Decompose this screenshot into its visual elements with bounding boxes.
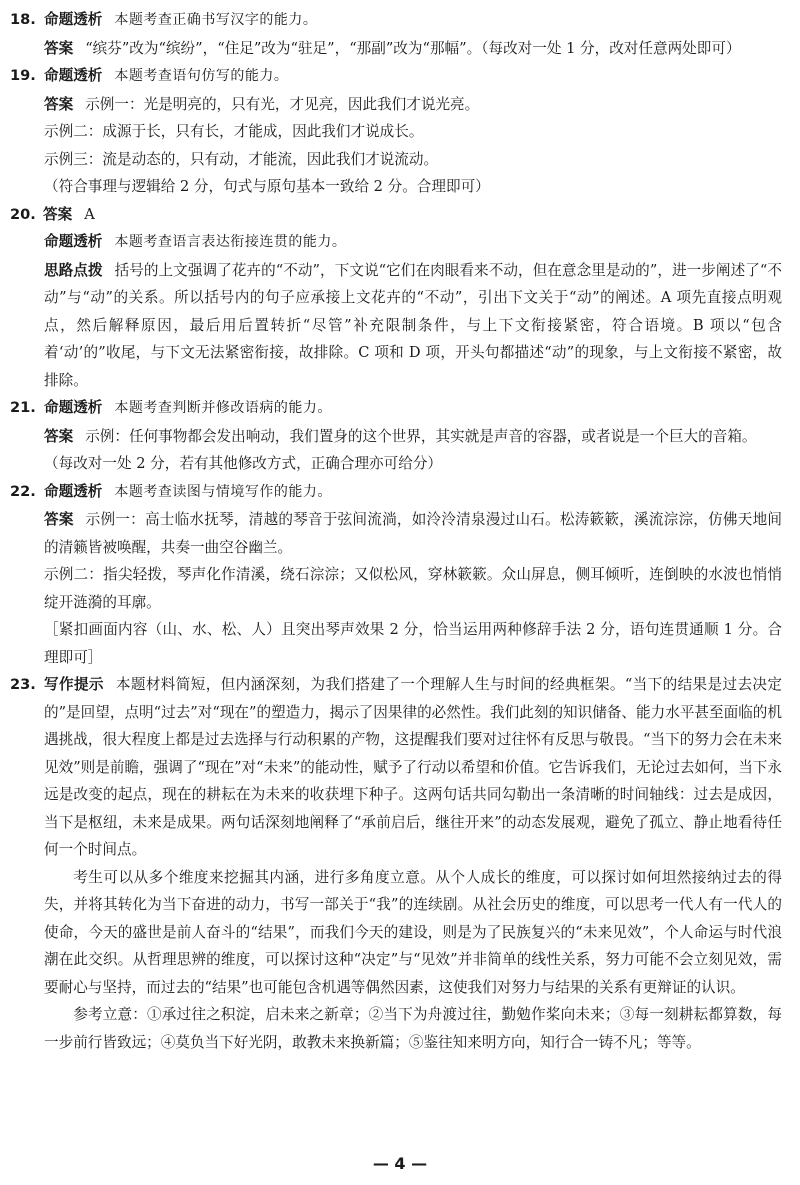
question-number: 21. <box>10 399 36 416</box>
writing-tips-paragraph-3: 参考立意：①承过往之积淀，启未来之新章；②当下为舟渡过往，勤勉作桨向未来；③每一刻耕耘都算数，每一步前行皆致远；④莫负当下好光阴，敢教未来换新篇；⑤鉴往知来明方向，知行合一铸不凡；等等。 <box>44 1006 782 1051</box>
paragraph-1-text: 本题材料简短，但内涵深刻，为我们搭建了一个理解人生与时间的经典框架。“当下的结果是过去决定的”是回望，点明“过去”对“现在”的塑造力，揭示了因果律的必然性。我们此刻的知识储备、能力水平甚至面临的机遇挑战，很大程度上都是过去选择与行动积累的产物，这提醒我们要对过往怀有反思与敬畏。“当下的努力会在未来见效”则是前瞻，强调了“现在”对“未来”的能动性，赋予了行动以希望和价值。它告诉我们，无论过去如何，当下永远是改变的起点，现在的耕耘在为未来的收获埋下种子。这两句话共同勾勒出一条清晰的时间轴线：过去是成因，当下是枢纽，未来是成果。两句话深刻地阐释了“承前启后，继往开来”的动态发展观，避免了孤立、静止地看待任何一个时间点。 <box>44 676 782 858</box>
answer-text: “缤芬”改为“缤纷”，“住足”改为“驻足”，“那副”改为“那幅”。（每改对一处 1 分，改对任意两处即可） <box>85 39 741 57</box>
scoring-note: ［紧扣画面内容（山、水、松、人）且突出琴声效果 2 分，恰当运用两种修辞手法 2 分，语句连贯通顺 1 分。合理即可］ <box>44 621 782 666</box>
topic-text: 本题考查判断并修改语病的能力。 <box>114 400 332 416</box>
topic-line <box>44 62 782 91</box>
topic-label: 命题透析 <box>44 233 103 250</box>
topic-line <box>44 394 782 423</box>
answer-label: 答案 <box>44 95 74 113</box>
scoring-note: （符合事理与逻辑给 2 分，句式与原句基本一致给 2 分。合理即可） <box>44 178 490 195</box>
question-18 <box>0 6 800 62</box>
topic-line <box>44 478 782 507</box>
example-2: 示例二：指尖轻拨，琴声化作清溪，绕石淙淙；又似松风，穿林簌簌。众山屏息，侧耳倾听，连倒映的水波也悄悄绽开涟漪的耳廓。 <box>44 566 782 611</box>
topic-label: 命题透析 <box>44 67 103 84</box>
question-23 <box>0 671 800 1056</box>
question-number: 20. <box>10 205 36 223</box>
topic-label: 命题透析 <box>44 399 103 416</box>
question-number: 18. <box>10 11 36 28</box>
example-1: 示例一：高士临水抚琴，清越的琴音于弦间流淌，如泠泠清泉漫过山石。松涛簌簌，溪流淙淙，仿佛天地间的清籁皆被唤醒，共奏一曲空谷幽兰。 <box>44 511 782 556</box>
answer-label: 答案 <box>43 205 73 223</box>
question-21 <box>0 394 800 478</box>
answer-label: 答案 <box>44 427 74 445</box>
writing-tips-paragraph-1 <box>44 671 782 864</box>
answer-line <box>44 91 782 119</box>
hint-paragraph <box>44 257 782 395</box>
question-20 <box>0 201 800 395</box>
answer-line <box>44 35 782 63</box>
answer-label: 答案 <box>44 39 74 57</box>
topic-label: 命题透析 <box>44 482 103 500</box>
topic-text: 本题考查语言表达衔接连贯的能力。 <box>114 234 347 250</box>
topic-line <box>44 6 782 35</box>
answer-line <box>43 201 782 229</box>
answer-label: 答案 <box>44 511 74 528</box>
topic-text: 本题考查语句仿写的能力。 <box>114 68 289 84</box>
topic-label: 命题透析 <box>44 11 103 28</box>
writing-tips-paragraph-2: 考生可以从多个维度来挖掘其内涵，进行多角度立意。从个人成长的维度，可以探讨如何坦然接纳过去的得失，并将其转化为当下奋进的动力，书写一部关于“我”的连续剧。从社会历史的维度，可以思考一代人有一代人的使命，今天的盛世是前人奋斗的“结果”，而我们今天的建设，则是为了民族复兴的“未来见效”，个人命运与时代浪潮在此交织。从哲理思辨的维度，可以探讨这种“决定”与“见效”并非简单的线性关系，努力可能不会立刻见效，需要耐心与坚持，而过去的“结果”也可能包含机遇等偶然因素，这使我们对努力与结果的关系有更辩证的认识。 <box>44 868 782 996</box>
topic-line <box>44 228 782 257</box>
scoring-note: （每改对一处 2 分，若有其他修改方式，正确合理亦可给分） <box>44 455 443 472</box>
question-19 <box>0 62 800 201</box>
hint-text: 括号的上文强调了花卉的“不动”，下文说“它们在肉眼看来不动，但在意念里是动的”，进一步阐述了“不动”与“动”的关系。所以括号内的句子应承接上文花卉的“不动”，引出下文关于“动”的阐述。A 项先直接点明观点，然后解释原因，最后用后置转折“尽管”补充限制条件，与上下文衔接紧密，符合语境。B 项以“包含着‘动’的”收尾，与下文无法紧密衔接，故排除。C 项和 D 项，开头句都描述“动”的现象，与上文衔接不紧密，故排除。 <box>44 261 782 389</box>
writing-tips-label: 写作提示 <box>44 676 104 693</box>
answer-line <box>44 506 782 561</box>
page-number: — 4 — <box>372 1154 428 1173</box>
hint-label: 思路点拨 <box>44 261 103 279</box>
topic-text: 本题考查正确书写汉字的能力。 <box>114 12 318 28</box>
answer-page <box>0 6 800 1056</box>
example-1: 示例一：光是明亮的，只有光，才见亮，因此我们才说光亮。 <box>85 95 480 113</box>
question-number: 23. <box>10 676 36 693</box>
answer-text: A <box>84 205 95 223</box>
question-number: 19. <box>10 67 36 84</box>
example-3: 示例三：流是动态的，只有动，才能流，因此我们才说流动。 <box>44 150 439 168</box>
question-number: 22. <box>10 482 36 500</box>
topic-text: 本题考查读图与情境写作的能力。 <box>114 483 332 500</box>
example-2: 示例二：成源于长，只有长，才能成，因此我们才说成长。 <box>44 123 424 140</box>
question-22 <box>0 478 800 672</box>
answer-text: 示例：任何事物都会发出响动，我们置身的这个世界，其实就是声音的容器，或者说是一个巨大的音箱。 <box>85 427 757 445</box>
answer-line <box>44 423 782 451</box>
